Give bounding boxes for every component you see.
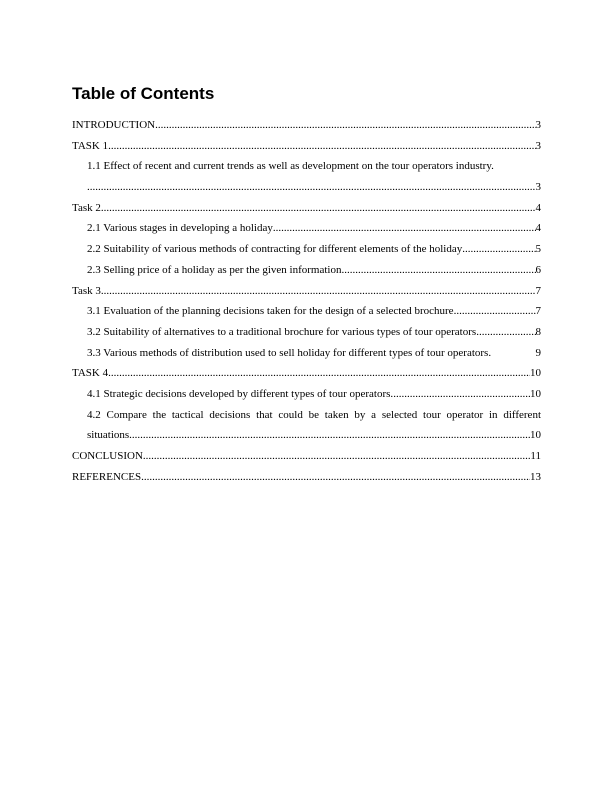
dot-leader [476, 322, 535, 343]
toc-entry-page: 11 [530, 450, 541, 462]
toc-entry-label: situations [87, 429, 130, 442]
dot-leader [108, 136, 535, 157]
toc-entry-page: 13 [530, 470, 541, 483]
toc-entry-1-1[interactable] [72, 156, 541, 177]
toc-entry-label: 2.1 Various stages in developing a holiday [87, 222, 273, 235]
dot-leader [341, 260, 535, 281]
toc-entry-label: INTRODUCTION [72, 119, 156, 131]
dot-leader [273, 218, 536, 239]
dot-leader [143, 446, 531, 467]
toc-entry-1-1-continued[interactable] [72, 177, 541, 198]
toc-entry-label: 2.3 Selling price of a holiday as per the given information [87, 263, 342, 276]
toc-entry-task-2[interactable] [72, 198, 541, 219]
toc-entry-label: 3.1 Evaluation of the planning decisions taken for the design of a selected brochure [87, 305, 454, 318]
toc-entry-references[interactable] [72, 467, 541, 488]
dot-leader [155, 115, 535, 136]
toc-entry-page: 3 [535, 139, 541, 152]
dot-leader [101, 198, 536, 219]
toc-entry-page: 10 [530, 387, 541, 400]
toc-entry-4-2[interactable] [72, 405, 541, 426]
toc-entry-page: 7 [535, 284, 541, 297]
toc-entry-label: CONCLUSION [72, 450, 143, 462]
toc-entry-3-1[interactable] [72, 301, 541, 322]
toc-entry-label: 2.2 Suitability of various methods of contracting for different elements of the holiday [87, 243, 463, 256]
toc-entry-label: TASK 1 [72, 139, 109, 152]
toc-entry-task-4[interactable] [72, 363, 541, 384]
dot-leader [462, 239, 535, 260]
toc-entry-task-1[interactable] [72, 136, 541, 157]
toc-entry-3-2[interactable] [72, 322, 541, 343]
toc-entry-4-1[interactable] [72, 384, 541, 405]
toc-entry-2-1[interactable] [72, 218, 541, 239]
dot-leader [141, 467, 530, 488]
toc-entry-page: 6 [535, 263, 541, 276]
toc-entry-label: Task 3 [72, 284, 101, 297]
toc-entry-2-3[interactable] [72, 260, 541, 281]
toc-entry-page: 7 [535, 305, 541, 318]
toc-entry-page: 10 [530, 367, 541, 380]
toc-entry-label: Task 2 [72, 201, 101, 214]
dot-leader [108, 363, 530, 384]
dot-leader [393, 384, 530, 405]
toc-entry-2-2[interactable] [72, 239, 541, 260]
table-of-contents [72, 115, 541, 487]
toc-entry-page: 3 [535, 119, 541, 131]
toc-entry-task-3[interactable] [72, 281, 541, 302]
toc-entry-conclusion[interactable] [72, 446, 541, 467]
toc-entry-3-3[interactable] [72, 343, 541, 364]
toc-entry-page: 9 [535, 346, 541, 359]
toc-entry-page: 5 [535, 243, 541, 256]
toc-entry-label: 3.3 Various methods of distribution used to sell holiday for different types of tour operators. [87, 346, 492, 359]
toc-entry-label: 4.2 Compare the tactical decisions that could be taken by a selected tour operator in different [87, 408, 541, 421]
toc-entry-introduction[interactable] [72, 115, 541, 136]
toc-entry-page: 8 [535, 325, 541, 338]
toc-entry-label: REFERENCES [72, 470, 142, 483]
toc-entry-label: 1.1 Effect of recent and current trends as well as development on the tour operators industry. [87, 160, 494, 173]
toc-entry-page: 10 [530, 429, 541, 442]
toc-entry-label: TASK 4 [72, 367, 109, 380]
dot-leader [101, 281, 536, 302]
dot-leader [87, 177, 536, 198]
toc-entry-page: 3 [535, 181, 541, 194]
toc-entry-4-2-continued[interactable] [72, 425, 541, 446]
toc-entry-label: 3.2 Suitability of alternatives to a traditional brochure for various types of tour operators [87, 325, 477, 338]
dot-leader [129, 425, 530, 446]
toc-entry-page: 4 [535, 201, 541, 214]
toc-title: Table of Contents [72, 84, 215, 103]
dot-leader [454, 301, 536, 322]
toc-entry-label: 4.1 Strategic decisions developed by different types of tour operators. [87, 387, 394, 400]
toc-entry-page: 4 [535, 222, 541, 235]
